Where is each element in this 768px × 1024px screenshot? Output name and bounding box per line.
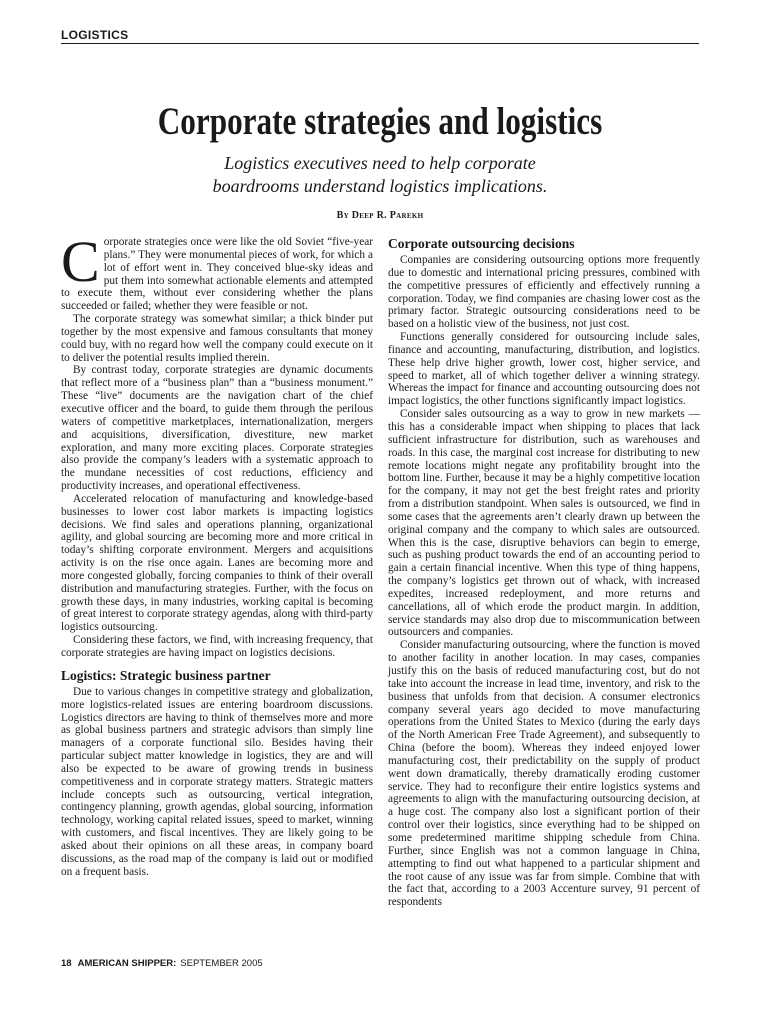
paragraph: By contrast today, corporate strategies are dynamic documents that reflect more of a “business plan” than a “business monument.” These “live” documents are the navigation chart of the chief executive officer and the board, to guide them through the perilous waters of competitive marketplaces, internationalization, mergers and acquisitions, diversification, divestiture, new market exploration, and many more exciting places. Corporate strategies also provide the company’s leaders with a systematic approach to the mundane necessities of cost reductions, efficiency and productivity increases, and operational effectiveness. bbox=[61, 364, 373, 493]
article-subtitle bbox=[61, 152, 699, 198]
paragraph-text: orporate strategies once were like the old Soviet “five-year plans.” They were monumental pieces of work, for which a lot of effort went in. They conceived blue-sky ideas and put them into somewhat actionable elements and attempted to execute them, without ever considering whether the plans succeeded or failed; whether they were feasible or not. bbox=[61, 236, 373, 313]
right-column bbox=[388, 236, 700, 956]
drop-cap: C bbox=[61, 229, 100, 294]
article-title: Corporate strategies and logistics bbox=[157, 100, 603, 143]
paragraph: Due to various changes in competitive strategy and globalization, more logistics-related issues are entering boardroom discussions. Logistics directors are having to think of themselves more and more as global business partners and strategic advisors than simply line managers of a corporate functional silo. Besides having their particular subject matter knowledge in logistics, they are and will also be expected to be aware of growing trends in business competitiveness and in corporate strategy matters. Strategic matters include concepts such as outsourcing, vertical integration, contingency planning, growth agendas, global sourcing, information technology, working capital related issues, speed to market, winning with customers, and fiscal incentives. They are likely going to be asked about their opinions on all these areas, in company board discussions, as the road map of the company is laid out or modified on a frequent basis. bbox=[61, 685, 373, 878]
issue-date: SEPTEMBER 2005 bbox=[180, 958, 263, 969]
paragraph bbox=[61, 229, 373, 313]
paragraph: Functions generally considered for outsourcing include sales, finance and accounting, manufacturing, distribution, and logistics. These help drive higher growth, lower cost, higher service, and speed to market, all of which together deliver a winning strategy. Whereas the impact for finance and accounting outsourcing does not impact logistics, the other functions significantly impact logistics. bbox=[388, 331, 700, 408]
paragraph: Considering these factors, we find, with increasing frequency, that corporate strategies are having impact on logistics decisions. bbox=[61, 634, 373, 659]
subtitle-line-1: Logistics executives need to help corporate bbox=[224, 153, 536, 173]
header-rule bbox=[61, 43, 699, 44]
left-column bbox=[61, 229, 373, 956]
section-heading: Logistics: Strategic business partner bbox=[61, 667, 271, 683]
paragraph: The corporate strategy was somewhat similar; a thick binder put together by the most expensive and famous consultants that money could buy, with no regard how well the company could execute on it to deliver the potential results implied therein. bbox=[61, 313, 373, 364]
paragraph: Companies are considering outsourcing options more frequently due to domestic and international pricing pressures, combined with the competitive pressures of efficiently and effectively running a corporation. Today, we find companies are chasing lower cost as the primary factor. Strategic outsourcing considerations need to be based on a holistic view of the business, not just cost. bbox=[388, 254, 700, 331]
publication-name: AMERICAN SHIPPER: bbox=[77, 958, 177, 969]
paragraph: Consider sales outsourcing as a way to grow in new markets — this has a considerable impact when shipping to places that lack sufficient infrastructure for distribution, such as warehouses and roads. In this case, the marginal cost increase for distributing to new remote locations might negate any profitability brought into the bottom line. Further, because it may be a highly competitive location for the company, it may not get the best freight rates and priority from a distribution standpoint. When sales is outsourced, we find in some cases that the agreements aren’t clearly drawn up between the original company and the company to which sales are outsourced. When this is the case, disruptive behaviors can begin to emerge, such as pushing product towards the end of an accounting period to gain a certain financial incentive. When this type of thing happens, the company’s logistics get thrown out of whack, with increased expedites, increased redeployment, and more returns and cancellations, all of which erode the product margin. In addition, service standards may also drop due to miscommunication between outsourcers and companies. bbox=[388, 408, 700, 639]
byline: By Deep R. Parekh bbox=[336, 210, 424, 221]
subtitle-line-2: boardrooms understand logistics implications. bbox=[212, 176, 548, 196]
section-heading: Corporate outsourcing decisions bbox=[388, 236, 575, 251]
paragraph: Consider manufacturing outsourcing, where the function is moved to another facility in another location. In may cases, companies justify this on the basis of reduced manufacturing cost, but do not take into account the increase in lead time, inventory, and risk to the business that unfolds from that decision. A consumer electronics company several years ago decided to move manufacturing operations from the United States to Mexico (during the early days of the North American Free Trade Agreement), and subsequently to China (before the boom). Whereas they indeed enjoyed lower manufacturing cost, their predictability on the supply of product went down dramatically, thereby dramatically eroding customer service. They had to reconfigure their entire logistics systems and agreements to align with the manufacturing outsourcing decision, at a huge cost. The company also lost a significant portion of their control over their logistics, since everything had to be shipped on some predetermined maritime shipping schedule from China. Further, since English was not a common language in China, attempting to find out what happened to a particular shipment and the root cause of any issue was far from simple. Combine that with the fact that, according to a 2003 Accenture survey, 91 percent of respondents bbox=[388, 639, 700, 909]
paragraph: Accelerated relocation of manufacturing and knowledge-based businesses to lower cost labor markets is impacting logistics decisions. We find sales and operations planning, organizational agility, and global sourcing are becoming more and more critical in today’s shifting corporate environment. Mergers and acquisitions activity is on the rise once again. Lanes are becoming more and more congested globally, forcing companies to think of their overall distribution and manufacturing strategies. Further, with the focus on growth these days, in many industries, working capital is becoming of great interest to corporate strategy agendas, along with third-party logistics outsourcing. bbox=[61, 492, 373, 634]
page-number: 18 bbox=[61, 958, 72, 969]
section-label: LOGISTICS bbox=[61, 28, 129, 42]
page-footer bbox=[61, 958, 263, 969]
